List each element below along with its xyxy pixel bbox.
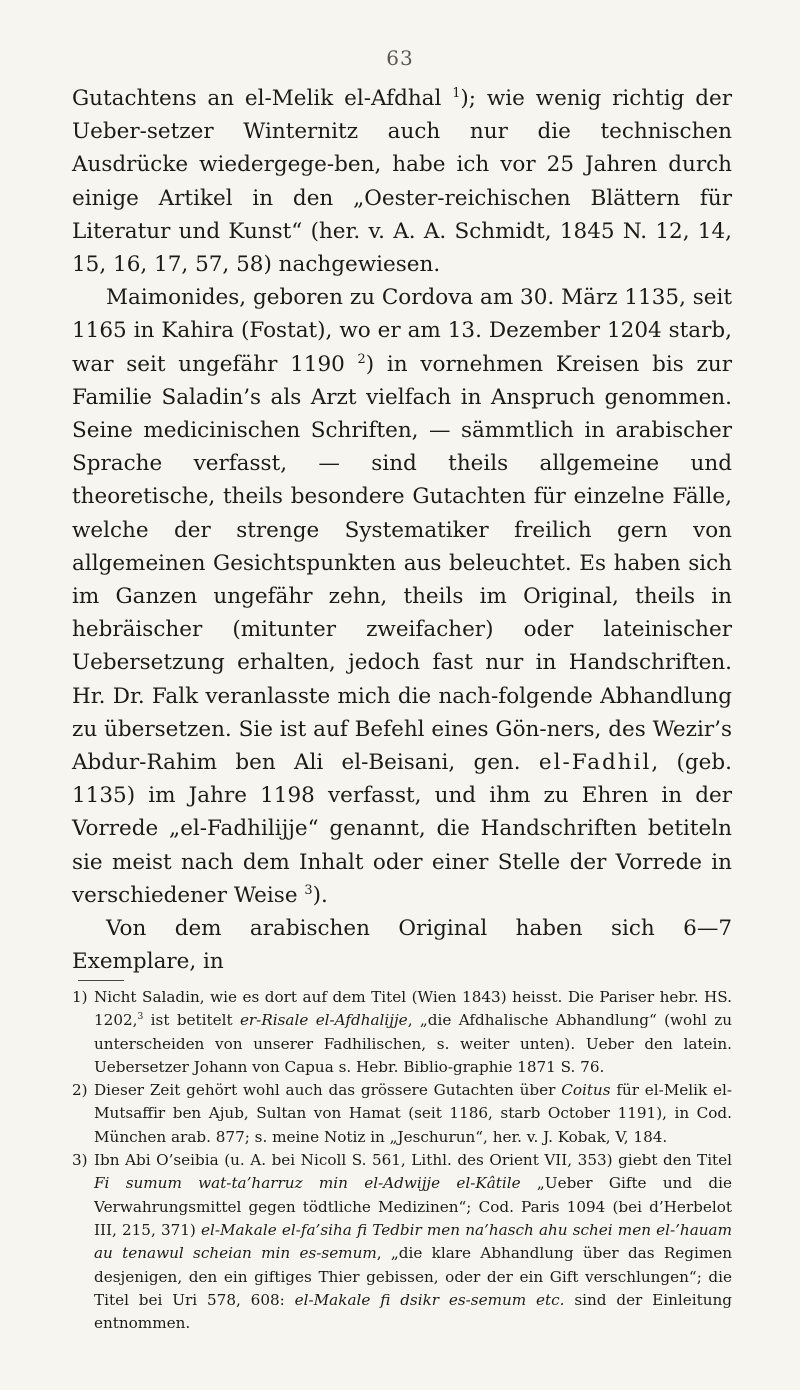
paragraph-1: Gutachtens an el-Melik el-Afdhal $^1$); wie wenig richtig der Ueber-setzer Winternitz auch nur die technischen Ausdrücke wiedergege-ben, habe ich vor 25 Jahren durch einige Artikel in den „Oester-reichischen Blättern für Literatur und Kunst“ (her. v. A. A. Schmidt, 1845 N. 12, 14, 15, 16, 17, 57, 58) nachgewiesen. [72, 85, 732, 278]
footnote-1: 1) Nicht Saladin, wie es dort auf dem Titel (Wien 1843) heisst. Die Pariser hebr. HS. 1202,$^3$ ist betitelt er-Risale el-Afdhalijje, „die Afdhalische Abhandlung“ (wohl zu unterscheiden von unserer Fadhilischen, s. weiter unten). Ueber den latein. Uebersetzer Johann von Capua s. Hebr. Biblio-graphie 1871 S. 76. [72, 988, 733, 1076]
spaced-name: el-Fadhil [538, 750, 652, 776]
footnote-divider [78, 980, 124, 981]
footnotes [72, 986, 732, 1335]
paragraph-3: Von dem arabischen Original haben sich 6—7 Exemplare, in [72, 916, 732, 975]
main-text [72, 82, 732, 978]
footnote-number: 2) [72, 1081, 88, 1100]
footnote-ref-3[interactable]: 3 [304, 882, 313, 898]
footnote-2: 2) Dieser Zeit gehört wohl auch das grössere Gutachten über Coitus für el-Melik el-Mutsaffir ben Ajub, Sultan von Hamat (seit 1186, starb October 1191), in Cod. München arab. 877; s. meine Notiz in „Jeschurun“, her. v. J. Kobak, V, 184. [72, 1081, 732, 1146]
footnote-ref-1[interactable]: 1 [452, 85, 461, 101]
paragraph-2: Maimonides, geboren zu Cordova am 30. März 1135, seit 1165 in Kahira (Fostat), wo er am 13. Dezember 1204 starb, war seit ungefähr 1190 $^2$) in vornehmen Kreisen bis zur Familie Saladin’s als Arzt vielfach in Anspruch genommen. Seine medicinischen Schriften, — sämmtlich in arabischer Sprache verfasst, — sind theils allgemeine und theoretische, theils besondere Gutachten für einzelne Fälle, welche der strenge Systematiker freilich gern von allgemeinen Gesichtspunkten aus beleuchtet. Es haben sich im Ganzen ungefähr zehn, theils im Original, theils in hebräischer (mitunter zweifacher) oder lateinischer Uebersetzung erhalten, jedoch fast nur in Handschriften. Hr. Dr. Falk veranlasste mich die nach-folgende Abhandlung zu übersetzen. Sie ist auf Befehl eines Gön-ners, des Wezir’s Abdur-Rahim ben Ali el-Beisani, gen. el-Fadhil, (geb. 1135) im Jahre 1198 verfasst, und ihm zu Ehren in der Vorrede „el-Fadhilijje“ genannt, die Handschriften betiteln sie meist nach dem Inhalt oder einer Stelle der Vorrede in verschiedener Weise $^3$). [72, 285, 733, 908]
footnote-ref-2[interactable]: 2 [357, 351, 366, 367]
page-number: 63 [386, 46, 414, 70]
footnote-3: 3) Ibn Abi O’seibia (u. A. bei Nicoll S. 561, Lithl. des Orient VII, 353) giebt den Titel Fi sumum wat-ta’harruz min el-Adwijje el-Kâtile „Ueber Gifte und die Verwahrungsmittel gegen tödtliche Medizinen“; Cod. Paris 1094 (bei d’Herbelot III, 215, 371) el-Makale el-fa’siha fi Tedbir men na’hasch ahu schei men el-’hauam au tenawul scheian min es-semum, „die klare Abhandlung über das Regimen desjenigen, den ein giftiges Thier gebissen, oder der ein Gift verschlungen“; die Titel bei Uri 578, 608: el-Makale fi dsikr es-semum etc. sind der Einleitung entnommen. [72, 1151, 733, 1333]
footnote-number: 1) [72, 988, 88, 1006]
footnote-number: 3) [72, 1151, 88, 1170]
